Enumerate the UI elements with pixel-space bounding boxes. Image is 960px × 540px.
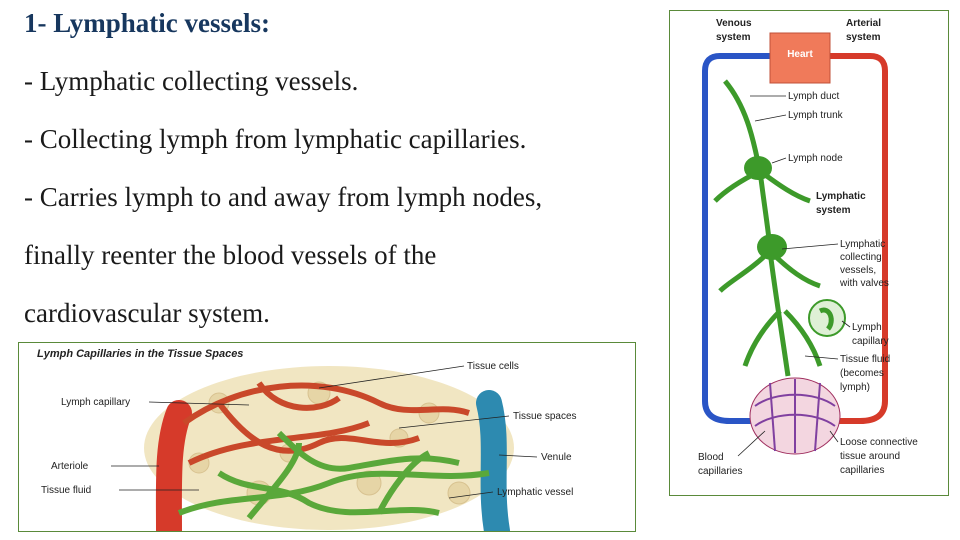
label-venous-system: Venous system — [716, 18, 752, 43]
bullet-1: - Lymphatic collecting vessels. — [24, 66, 359, 96]
lymph-node-lower — [757, 234, 787, 260]
label-lymphatic-system: Lymphatic system — [816, 191, 866, 216]
label-arterial-system: Arterial system — [846, 18, 882, 43]
bullet-3-end: cardiovascular system. — [24, 298, 270, 328]
label-tissue-fluid: Tissue fluid (becomes lymph) — [840, 354, 891, 393]
bullet-3-cont: finally reenter the blood vessels of the — [24, 240, 437, 270]
slide-title: 1- Lymphatic vessels: — [24, 8, 270, 38]
label-tissue-spaces: Tissue spaces — [513, 411, 577, 422]
venule-vessel — [489, 403, 497, 531]
arteriole-vessel — [169, 413, 179, 531]
label-venule: Venule — [541, 452, 572, 463]
label-lymphatic-vessel: Lymphatic vessel — [497, 487, 574, 498]
label-tissue-fluid: Tissue fluid — [41, 485, 92, 496]
lymph-capillaries-figure — [18, 342, 636, 532]
label-lymph-capillary: Lymph capillary — [61, 397, 131, 408]
label-heart: Heart — [787, 49, 813, 60]
label-lymph-duct: Lymph duct — [788, 91, 840, 102]
label-tissue-cells: Tissue cells — [467, 361, 519, 372]
bullet-3: - Carries lymph to and away from lymph nodes, — [24, 182, 543, 212]
lymph-node-upper — [744, 156, 772, 180]
label-loose-connective: Loose connective tissue around capillaries — [840, 437, 918, 476]
label-arteriole: Arteriole — [51, 461, 89, 472]
lymph-capillary-inset — [809, 300, 845, 336]
lymphatic-system-figure — [669, 10, 949, 496]
label-lymph-capillary: Lymph capillary — [852, 322, 889, 347]
label-blood-capillaries: Blood capillaries — [698, 452, 743, 477]
label-lymph-trunk: Lymph trunk — [788, 110, 843, 121]
figure-heading: Lymph Capillaries in the Tissue Spaces — [37, 348, 244, 360]
label-lymph-node: Lymph node — [788, 153, 843, 164]
bullet-2: - Collecting lymph from lymphatic capillaries. — [24, 124, 527, 154]
label-collecting-vessels: Lymphatic collecting vessels, with valves — [840, 239, 889, 289]
